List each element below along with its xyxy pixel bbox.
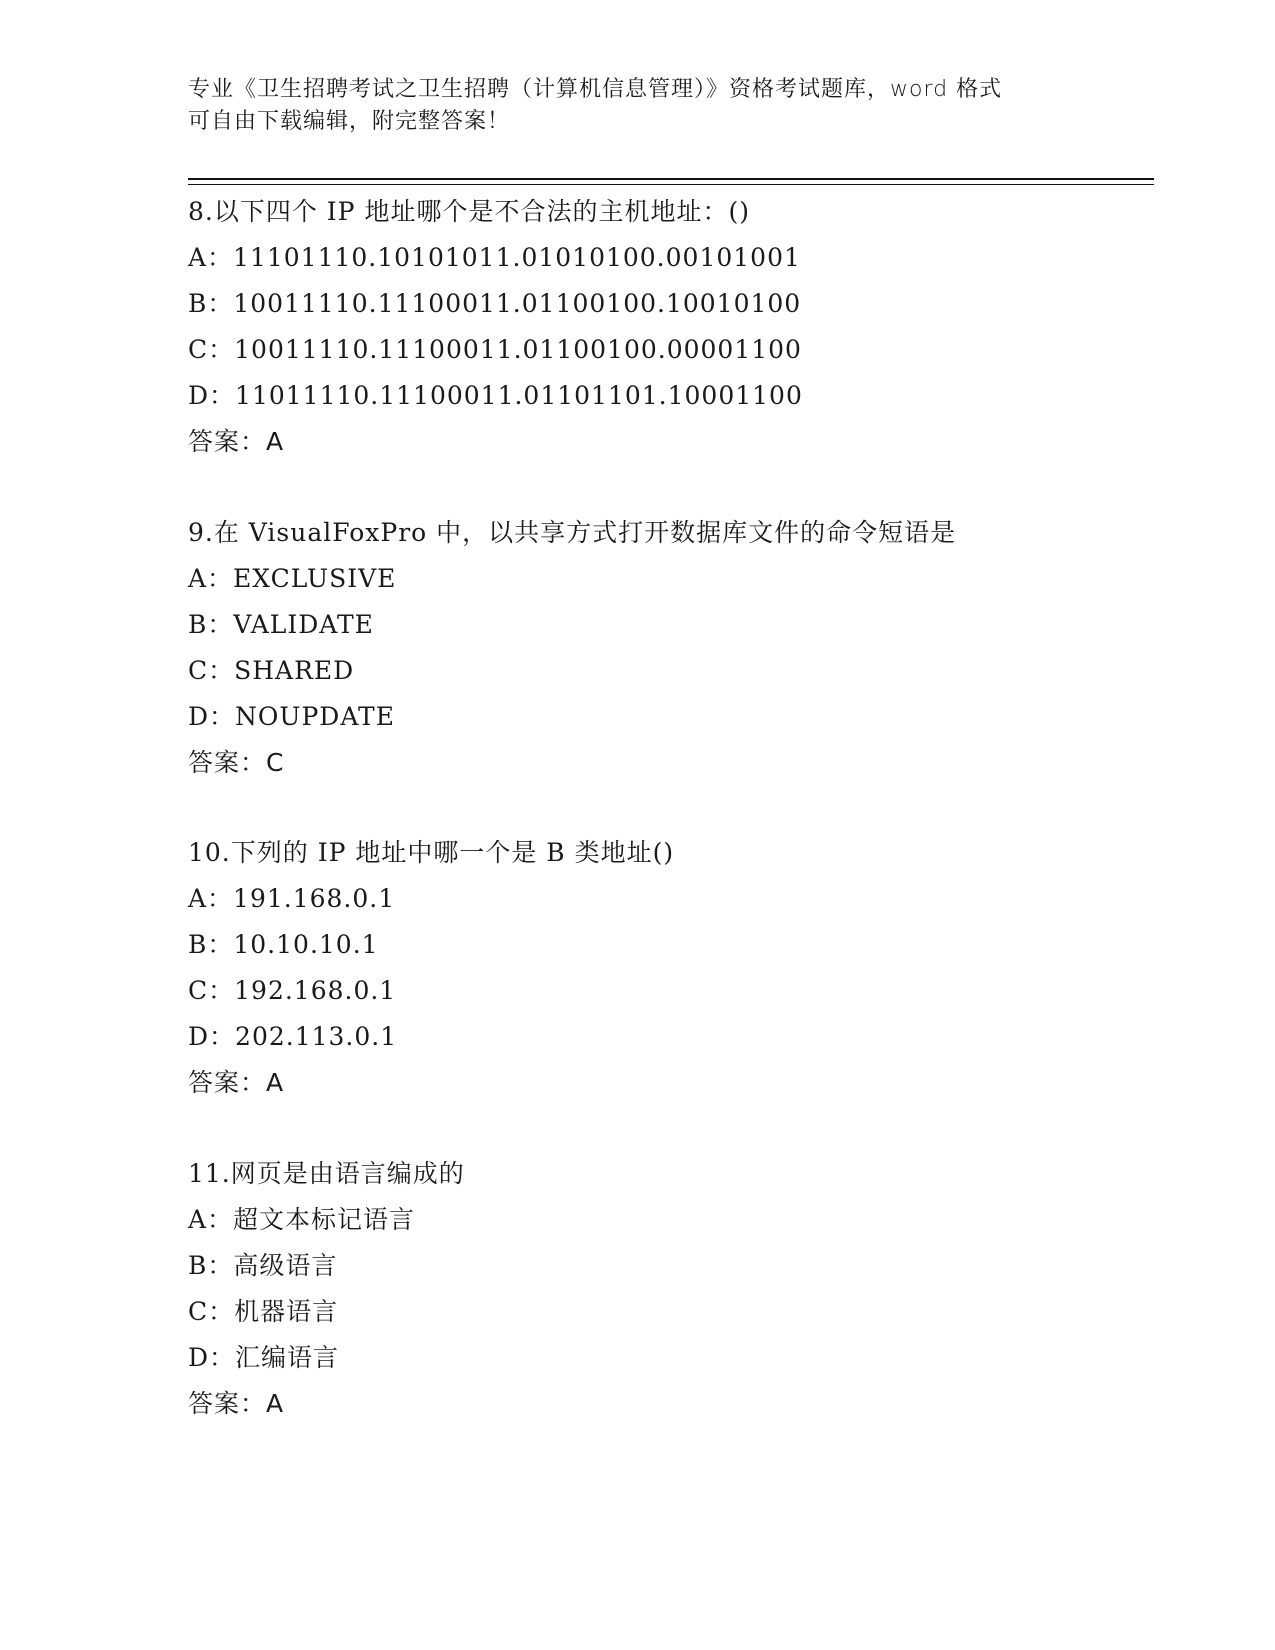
option-c: C：192.168.0.1: [188, 976, 397, 1005]
question-10: [188, 830, 1188, 1106]
option-a: A：191.168.0.1: [188, 884, 396, 913]
option-a: A：超文本标记语言: [188, 1205, 416, 1234]
header-divider-thin: [188, 184, 1154, 185]
question-9: [188, 510, 1188, 786]
question-stem: 10.下列的 IP 地址中哪一个是 B 类地址(): [188, 838, 675, 867]
option-a: A：EXCLUSIVE: [188, 564, 397, 593]
header-title-line-2: 可自由下载编辑，附完整答案！: [188, 109, 511, 134]
answer-line: 答案：A: [188, 427, 285, 456]
option-c: C：10011110.11100011.01100100.00001100: [188, 335, 802, 364]
option-b: B：10011110.11100011.01100100.10010100: [188, 289, 802, 318]
option-c: C：SHARED: [188, 656, 355, 685]
answer-line: 答案：A: [188, 1068, 285, 1097]
option-b: B：高级语言: [188, 1251, 338, 1280]
option-b: B：VALIDATE: [188, 610, 374, 639]
answer-line: 答案：C: [188, 748, 285, 777]
answer-line: 答案：A: [188, 1389, 285, 1418]
question-8: [188, 189, 1188, 465]
option-d: D：汇编语言: [188, 1343, 340, 1372]
option-b: B：10.10.10.1: [188, 930, 379, 959]
question-11: [188, 1151, 1188, 1427]
document-header: [188, 74, 1088, 138]
question-stem: 8.以下四个 IP 地址哪个是不合法的主机地址：(): [188, 197, 750, 226]
option-d: D：11011110.11100011.01101101.10001100: [188, 381, 803, 410]
question-stem: 9.在 VisualFoxPro 中，以共享方式打开数据库文件的命令短语是: [188, 518, 957, 547]
header-divider-thick: [188, 178, 1154, 180]
option-d: D：202.113.0.1: [188, 1022, 398, 1051]
option-d: D：NOUPDATE: [188, 702, 395, 731]
option-a: A：11101110.10101011.01010100.00101001: [188, 243, 801, 272]
question-stem: 11.网页是由语言编成的: [188, 1159, 465, 1188]
option-c: C：机器语言: [188, 1297, 339, 1326]
header-title-line-1: 专业《卫生招聘考试之卫生招聘（计算机信息管理）》资格考试题库，word 格式: [188, 77, 1003, 102]
